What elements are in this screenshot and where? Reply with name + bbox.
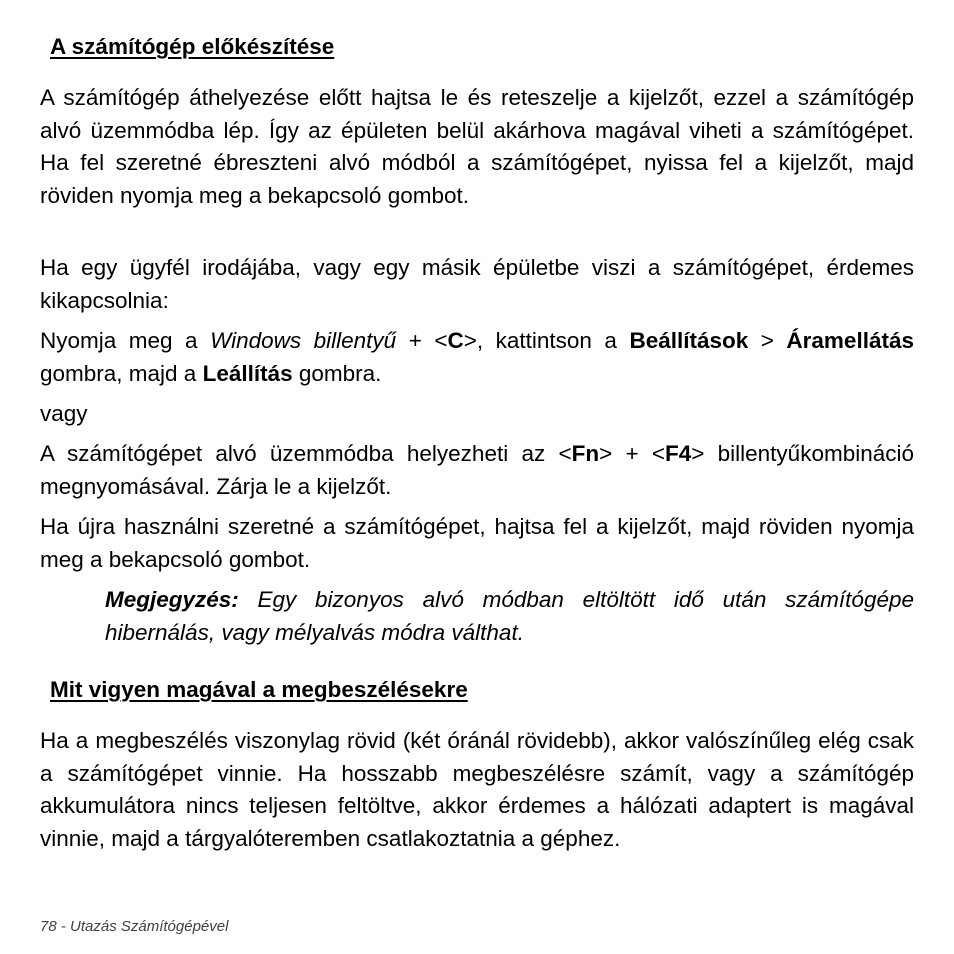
- text-fragment: Nyomja meg a: [40, 328, 211, 353]
- page-footer: 78 - Utazás Számítógépével: [40, 918, 229, 935]
- key-c-label: C: [447, 328, 464, 353]
- shutdown-label: Leállítás: [202, 360, 293, 386]
- note-block: [105, 584, 914, 649]
- text-fragment: >, kattintson a: [463, 328, 630, 353]
- key-fn-label: Fn: [571, 441, 600, 466]
- note-label: Megjegyzés:: [105, 587, 239, 612]
- text-fragment: > billentyűkombináció megnyomásával. Zárja le a kijelzőt.: [40, 441, 915, 499]
- section-heading-meetings: Mit vigyen magával a megbeszélésekre: [50, 677, 468, 702]
- paragraph-shutdown-instructions: [40, 325, 914, 390]
- text-fragment: > + <: [599, 441, 665, 466]
- text-fragment: gombra, majd a: [40, 360, 203, 386]
- section-heading-preparing-computer: A számítógép előkészítése: [50, 34, 335, 59]
- text-fragment: A számítógépet alvó üzemmódba helyezheti az <: [40, 441, 572, 466]
- paragraph-wake-up: Ha újra használni szeretné a számítógépet, hajtsa fel a kijelzőt, majd röviden nyomja meg a bekapcsoló gombot.: [40, 514, 914, 572]
- settings-label: Beállítások: [629, 328, 749, 353]
- text-fragment: gombra.: [292, 360, 382, 386]
- paragraph-moving-computer: A számítógép áthelyezése előtt hajtsa le és reteszelje a kijelzőt, ezzel a számítógép alvó üzemmódba lép. Így az épületen belül akárhova magával viheti a számítógépet. Ha fel szeretné ébreszteni alvó módból a számítógépet, nyissa fel a kijelzőt, majd röviden nyomja meg a bekapcsoló gombot.: [40, 85, 914, 208]
- paragraph-sleep-shortcut: [40, 438, 914, 503]
- paragraph-client-office: Ha egy ügyfél irodájába, vagy egy másik épületbe viszi a számítógépet, érdemes kikapcsolnia:: [40, 255, 914, 313]
- power-label: Áramellátás: [786, 328, 914, 353]
- paragraph-or: vagy: [40, 401, 88, 426]
- paragraph-meetings: Ha a megbeszélés viszonylag rövid (két óránál rövidebb), akkor valószínűleg elég csak a számítógépet vinnie. Ha hosszabb megbeszélésre számít, vagy a számítógép akkumulátora nincs teljesen feltöltve, akkor érdemes a hálózati adaptert is magával vinnie, majd a tárgyalóteremben csatlakoztatnia a géphez.: [40, 728, 914, 851]
- text-fragment: >: [748, 328, 787, 353]
- windows-key-label: Windows billentyű: [210, 328, 397, 353]
- note-text: Egy bizonyos alvó módban eltöltött idő után számítógépe hibernálás, vagy mélyalvás módra válthat.: [105, 587, 914, 645]
- key-f4-label: F4: [665, 441, 692, 466]
- text-fragment: + <: [396, 328, 448, 353]
